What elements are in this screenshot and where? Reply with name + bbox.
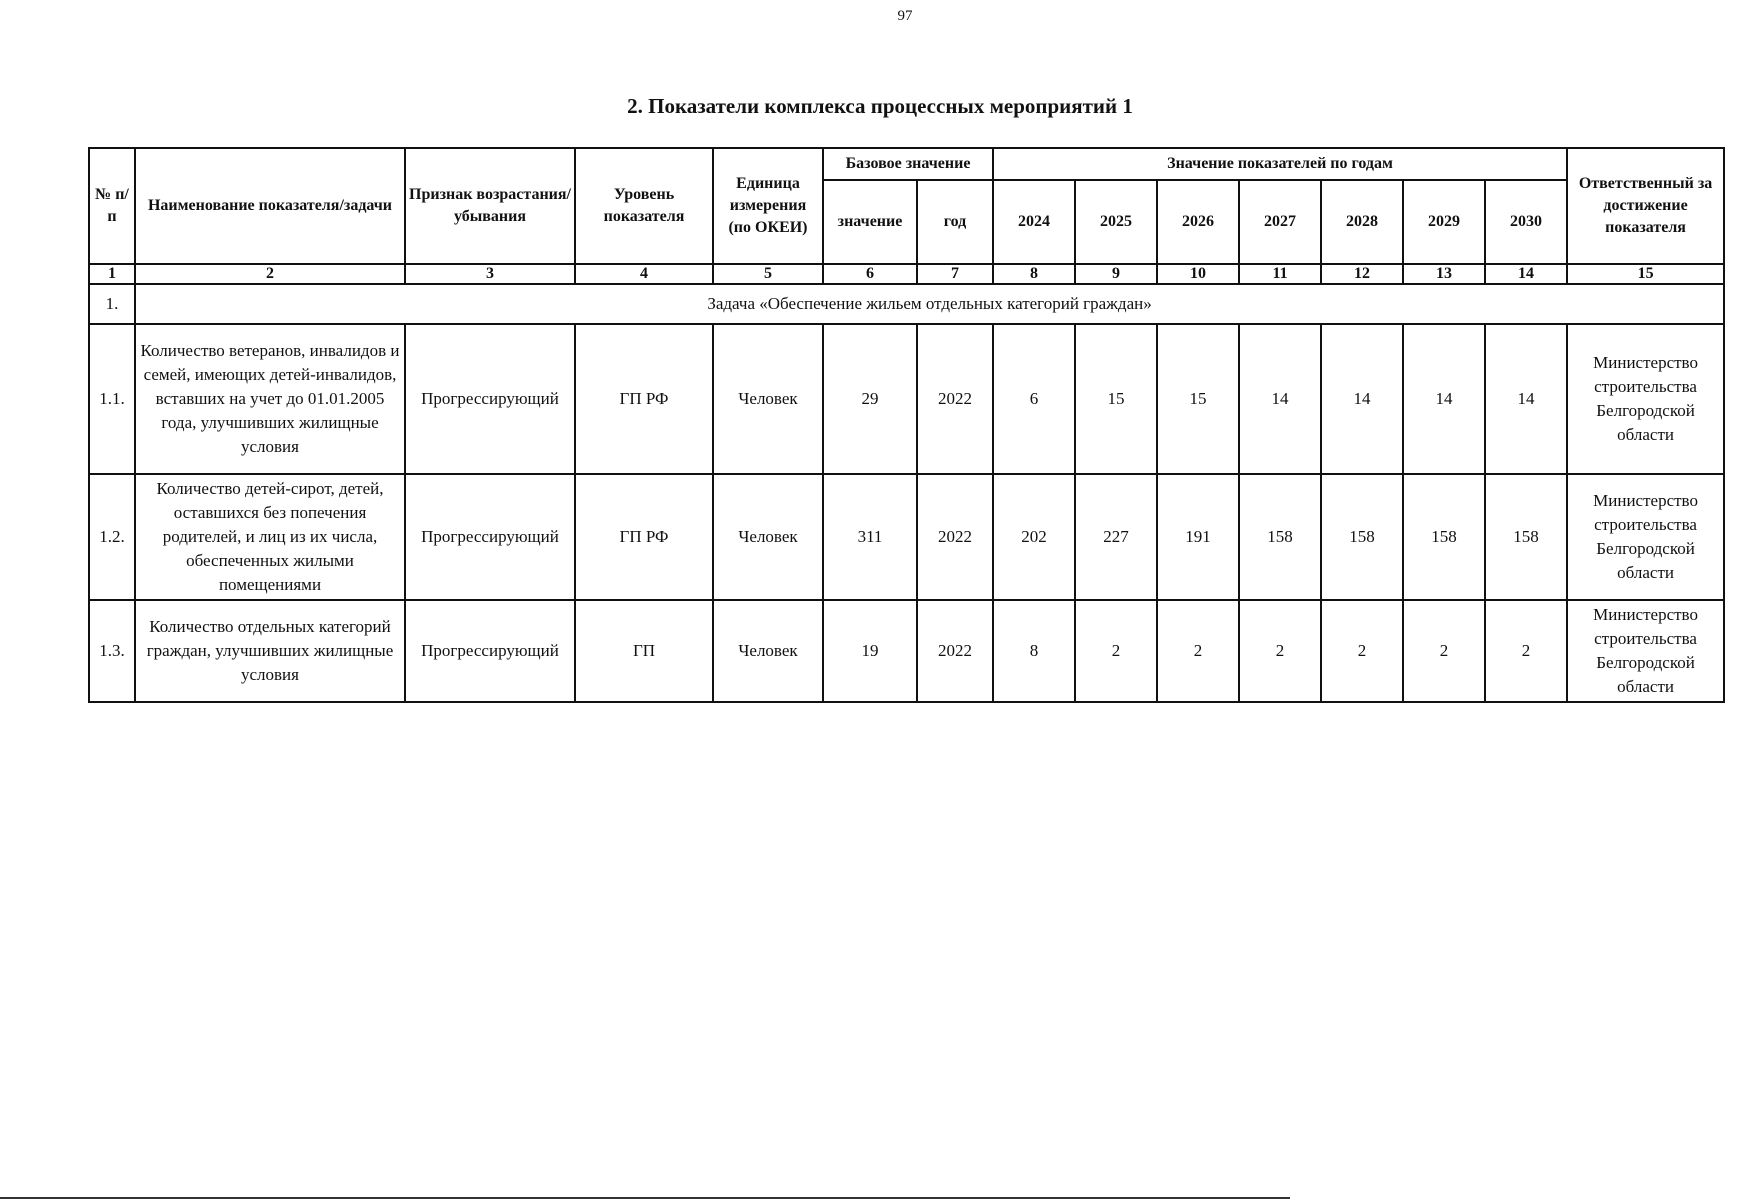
year-value: 2 [1321,600,1403,702]
table-row [89,324,1724,474]
column-number: 6 [823,264,917,284]
year-value: 2 [1485,600,1567,702]
bottom-rule [0,1197,1290,1199]
indicator-name: Количество ветеранов, инвалидов и семей, имеющих детей-инвалидов, вставших на учет до 01.01.2005 года, улучшивших жилищные условия [135,324,405,474]
year-value: 158 [1321,474,1403,600]
task-row [89,284,1724,324]
year-value: 8 [993,600,1075,702]
year-value: 14 [1239,324,1321,474]
base-value: 311 [823,474,917,600]
indicator-level: ГП РФ [575,324,713,474]
page-number: 97 [897,8,913,24]
indicator-unit: Человек [713,474,823,600]
column-number: 5 [713,264,823,284]
year-value: 202 [993,474,1075,600]
base-year: 2022 [917,324,993,474]
indicator-sign: Прогрессирующий [405,324,575,474]
table-row [89,600,1724,702]
indicator-sign: Прогрессирующий [405,600,575,702]
year-value: 14 [1403,324,1485,474]
year-value: 2 [1403,600,1485,702]
row-num: 1.3. [89,600,135,702]
year-value: 227 [1075,474,1157,600]
column-number: 13 [1403,264,1485,284]
header-year: 2025 [1075,180,1157,264]
indicator-name: Количество детей-сирот, детей, оставшихся без попечения родителей, и лиц из их числа, обеспеченных жилыми помещениями [135,474,405,600]
column-number: 2 [135,264,405,284]
year-value: 14 [1485,324,1567,474]
indicator-level: ГП РФ [575,474,713,600]
column-number: 14 [1485,264,1567,284]
column-number: 11 [1239,264,1321,284]
responsible: Министерство строительства Белгородской области [1567,600,1724,702]
section-title: 2. Показатели комплекса процессных мероприятий 1 [627,94,1133,118]
base-year: 2022 [917,600,993,702]
indicator-name: Количество отдельных категорий граждан, улучшивших жилищные условия [135,600,405,702]
column-number: 4 [575,264,713,284]
year-value: 158 [1485,474,1567,600]
column-number: 12 [1321,264,1403,284]
row-num: 1.2. [89,474,135,600]
year-value: 2 [1239,600,1321,702]
base-value: 19 [823,600,917,702]
indicator-unit: Человек [713,600,823,702]
header-name: Наименование показателя/задачи [135,148,405,264]
header-year: 2027 [1239,180,1321,264]
header-year: 2030 [1485,180,1567,264]
year-value: 6 [993,324,1075,474]
column-number: 7 [917,264,993,284]
base-value: 29 [823,324,917,474]
header-base-group: Базовое значение [823,148,993,180]
header-year: 2026 [1157,180,1239,264]
column-number: 8 [993,264,1075,284]
column-number: 1 [89,264,135,284]
column-number: 3 [405,264,575,284]
column-number: 9 [1075,264,1157,284]
responsible: Министерство строительства Белгородской области [1567,324,1724,474]
year-value: 2 [1157,600,1239,702]
header-base-year: год [917,180,993,264]
year-value: 158 [1403,474,1485,600]
column-number: 10 [1157,264,1239,284]
row-num: 1.1. [89,324,135,474]
indicator-level: ГП [575,600,713,702]
header-year: 2028 [1321,180,1403,264]
column-number-row [89,264,1724,284]
header-row-top [89,148,1724,180]
header-year: 2029 [1403,180,1485,264]
indicator-sign: Прогрессирующий [405,474,575,600]
year-value: 2 [1075,600,1157,702]
header-base-value: значение [823,180,917,264]
header-num: № п/п [89,148,135,264]
header-responsible: Ответственный за достижение показателя [1567,148,1724,264]
year-value: 191 [1157,474,1239,600]
indicators-table [88,147,1725,703]
responsible: Министерство строительства Белгородской области [1567,474,1724,600]
year-value: 15 [1075,324,1157,474]
year-value: 158 [1239,474,1321,600]
table-row [89,474,1724,600]
header-years-group: Значение показателей по годам [993,148,1567,180]
header-year: 2024 [993,180,1075,264]
task-num: 1. [89,284,135,324]
year-value: 15 [1157,324,1239,474]
header-sign: Признак возрастания/ убывания [405,148,575,264]
base-year: 2022 [917,474,993,600]
year-value: 14 [1321,324,1403,474]
indicator-unit: Человек [713,324,823,474]
header-level: Уровень показателя [575,148,713,264]
task-text: Задача «Обеспечение жильем отдельных категорий граждан» [135,284,1724,324]
header-unit: Единица измерения (по ОКЕИ) [713,148,823,264]
column-number: 15 [1567,264,1724,284]
